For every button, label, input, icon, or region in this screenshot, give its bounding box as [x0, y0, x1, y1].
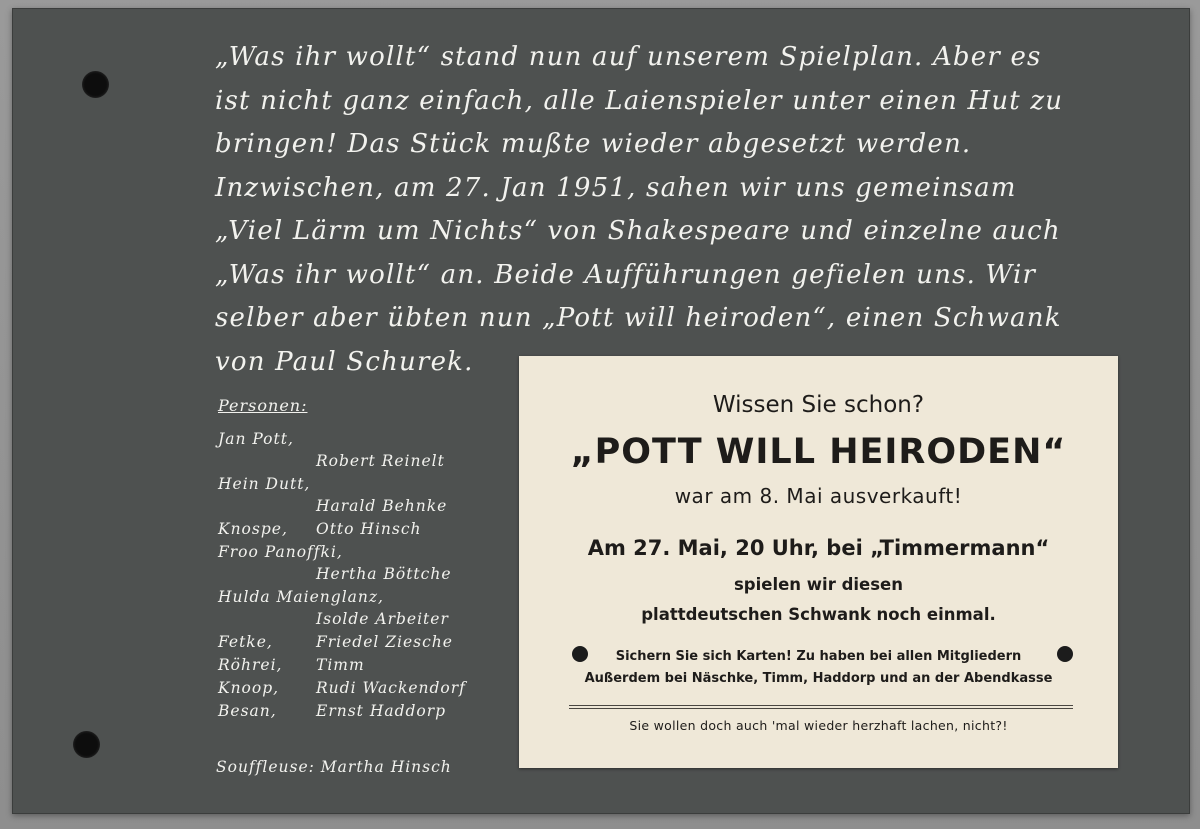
flyer-card — [519, 356, 1118, 768]
flyer-body — [519, 570, 1118, 630]
cast-role: Froo Panoffki, — [218, 543, 343, 561]
paragraph-line: bringen! Das Stück mußte wieder abgesetzt werden. — [215, 129, 972, 159]
cast-role: Besan, — [218, 702, 277, 720]
flyer-body-line: spielen wir diesen — [733, 575, 903, 594]
paragraph-line: selber aber übten nun „Pott will heiroden“, einen Schwank — [215, 303, 1062, 333]
cast-entry — [218, 518, 518, 540]
cast-actor: Hertha Böttche — [316, 565, 452, 583]
cast-role: Hein Dutt, — [218, 475, 311, 493]
cast-actor: Otto Hinsch — [316, 520, 422, 538]
cast-role: Jan Pott, — [218, 430, 294, 448]
flyer-question: Wissen Sie schon? — [712, 392, 925, 418]
punch-hole-top — [82, 71, 109, 98]
ticket-info-line: Sichern Sie sich Karten! Zu haben bei allen Mitgliedern — [615, 649, 1022, 664]
paragraph-line: ist nicht ganz einfach, alle Laienspieler unter einen Hut zu — [215, 85, 1064, 116]
cast-role: Röhrei, — [218, 656, 283, 674]
cast-entry — [218, 654, 518, 676]
cast-role: Knoop, — [218, 679, 280, 697]
prompter-credit: Souffleuse: Martha Hinsch — [216, 758, 452, 776]
ticket-info-line: Außerdem bei Näschke, Timm, Haddorp und an der Abendkasse — [584, 671, 1053, 686]
divider-rule — [569, 705, 1073, 706]
cast-heading: Personen: — [218, 396, 308, 415]
cast-entry — [218, 586, 518, 630]
paragraph-line: „Viel Lärm um Nichts“ von Shakespeare und einzelne auch — [215, 216, 1061, 246]
cast-entry — [218, 541, 518, 585]
paragraph-line: „Was ihr wollt“ stand nun auf unserem Spielplan. Aber es — [215, 42, 1042, 72]
paragraph-line: von Paul Schurek. — [215, 346, 474, 377]
divider-rule — [569, 708, 1073, 709]
cast-actor: Isolde Arbeiter — [316, 610, 449, 628]
cast-entry — [218, 631, 518, 653]
cast-entry — [218, 473, 518, 517]
cast-entry — [218, 428, 518, 472]
paragraph-line: „Was ihr wollt“ an. Beide Aufführungen gefielen uns. Wir — [215, 259, 1037, 290]
punch-hole-bottom — [73, 731, 100, 758]
paragraph-line: Inzwischen, am 27. Jan 1951, sahen wir uns gemeinsam — [215, 172, 1017, 203]
cast-role: Knospe, — [218, 520, 288, 538]
flyer-body-line: plattdeutschen Schwank noch einmal. — [641, 605, 996, 624]
cast-entry — [218, 677, 518, 699]
flyer-footer: Sie wollen doch auch 'mal wieder herzhaft lachen, nicht?! — [629, 718, 1008, 733]
cast-entry — [218, 700, 518, 722]
cast-actor: Timm — [316, 656, 365, 674]
cast-actor: Friedel Ziesche — [316, 633, 453, 651]
cast-role: Fetke, — [218, 633, 273, 651]
cast-list — [218, 428, 518, 723]
handwritten-paragraph — [215, 36, 1135, 384]
flyer-ticket-info — [569, 646, 1068, 690]
cast-actor: Rudi Wackendorf — [316, 679, 466, 697]
cast-actor: Ernst Haddorp — [316, 702, 447, 720]
cast-actor: Harald Behnke — [316, 497, 448, 515]
cast-role: Hulda Maienglanz, — [218, 588, 384, 606]
flyer-soldout: war am 8. Mai ausverkauft! — [674, 484, 963, 508]
flyer-title: „POTT WILL HEIRODEN“ — [570, 432, 1067, 472]
flyer-date-line: Am 27. Mai, 20 Uhr, bei „Timmermann“ — [587, 536, 1050, 560]
cast-actor: Robert Reinelt — [316, 452, 445, 470]
